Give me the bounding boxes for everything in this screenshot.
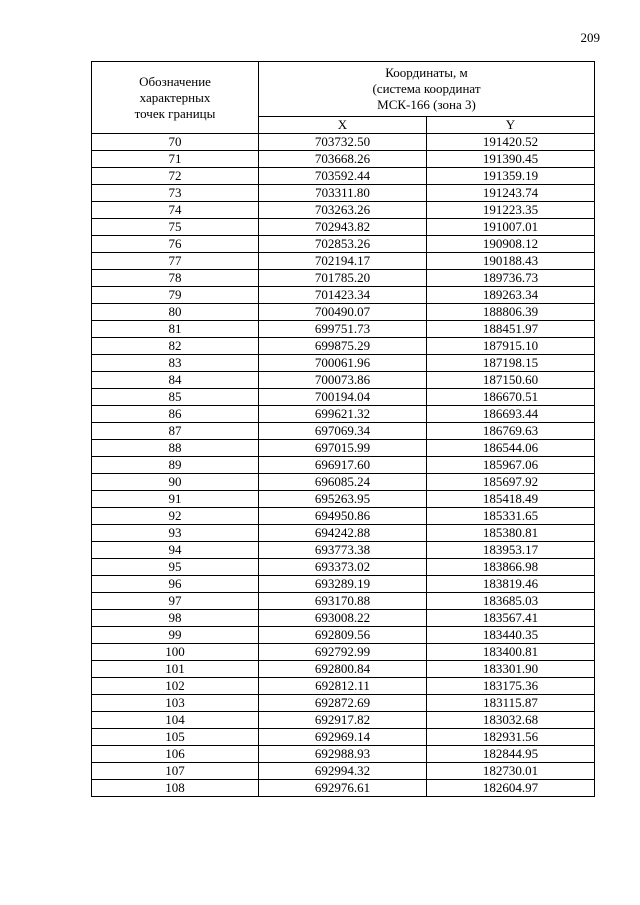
point-id-cell: 101 — [92, 661, 259, 678]
table-row — [92, 559, 595, 576]
point-id-cell: 70 — [92, 134, 259, 151]
x-coordinate-cell: 700073.86 — [259, 372, 427, 389]
point-id-cell: 82 — [92, 338, 259, 355]
x-coordinate-cell: 703311.80 — [259, 185, 427, 202]
point-id-cell: 93 — [92, 525, 259, 542]
point-id-cell: 83 — [92, 355, 259, 372]
y-coordinate-cell: 186670.51 — [427, 389, 595, 406]
point-id-cell: 104 — [92, 712, 259, 729]
point-id-cell: 76 — [92, 236, 259, 253]
table-row — [92, 457, 595, 474]
table-row — [92, 236, 595, 253]
point-id-cell: 87 — [92, 423, 259, 440]
table-row — [92, 712, 595, 729]
x-coordinate-cell: 696085.24 — [259, 474, 427, 491]
table-row — [92, 185, 595, 202]
y-coordinate-cell: 185331.65 — [427, 508, 595, 525]
y-coordinate-cell: 182730.01 — [427, 763, 595, 780]
y-coordinate-cell: 186544.06 — [427, 440, 595, 457]
point-id-cell: 94 — [92, 542, 259, 559]
point-label-line-3: точек границы — [134, 105, 216, 121]
x-coordinate-cell: 700194.04 — [259, 389, 427, 406]
point-id-cell: 84 — [92, 372, 259, 389]
y-coordinate-cell: 188806.39 — [427, 304, 595, 321]
table-row — [92, 134, 595, 151]
x-coordinate-cell: 694950.86 — [259, 508, 427, 525]
x-coordinate-cell: 703668.26 — [259, 151, 427, 168]
y-coordinate-cell: 183440.35 — [427, 627, 595, 644]
y-coordinate-cell: 185967.06 — [427, 457, 595, 474]
point-id-cell: 71 — [92, 151, 259, 168]
point-id-cell: 88 — [92, 440, 259, 457]
y-coordinate-cell: 191223.35 — [427, 202, 595, 219]
y-coordinate-cell: 186693.44 — [427, 406, 595, 423]
coordinates-header — [259, 62, 595, 117]
point-id-cell: 108 — [92, 780, 259, 797]
point-id-cell: 80 — [92, 304, 259, 321]
table-row — [92, 406, 595, 423]
table-row — [92, 304, 595, 321]
table-row — [92, 270, 595, 287]
point-id-cell: 90 — [92, 474, 259, 491]
table-row — [92, 695, 595, 712]
y-coordinate-cell: 190188.43 — [427, 253, 595, 270]
y-coordinate-cell: 191420.52 — [427, 134, 595, 151]
table-row — [92, 576, 595, 593]
point-id-cell: 106 — [92, 746, 259, 763]
table-row — [92, 678, 595, 695]
point-id-cell: 85 — [92, 389, 259, 406]
table-row — [92, 525, 595, 542]
y-coordinate-cell: 187915.10 — [427, 338, 595, 355]
x-coordinate-cell: 699875.29 — [259, 338, 427, 355]
y-coordinate-cell: 188451.97 — [427, 321, 595, 338]
table-row — [92, 491, 595, 508]
table-row — [92, 151, 595, 168]
table-row — [92, 508, 595, 525]
coordinates-table — [91, 61, 595, 797]
y-coordinate-cell: 183819.46 — [427, 576, 595, 593]
table-row — [92, 661, 595, 678]
page-number: 209 — [580, 30, 600, 45]
table-row — [92, 610, 595, 627]
point-id-cell: 86 — [92, 406, 259, 423]
y-column-header: Y — [427, 117, 595, 134]
table-row — [92, 746, 595, 763]
x-coordinate-cell: 699621.32 — [259, 406, 427, 423]
y-coordinate-cell: 191243.74 — [427, 185, 595, 202]
y-coordinate-cell: 183400.81 — [427, 644, 595, 661]
x-coordinate-cell: 692812.11 — [259, 678, 427, 695]
x-coordinate-cell: 692917.82 — [259, 712, 427, 729]
x-coordinate-cell: 695263.95 — [259, 491, 427, 508]
x-coordinate-cell: 694242.88 — [259, 525, 427, 542]
table-row — [92, 372, 595, 389]
x-coordinate-cell: 693170.88 — [259, 593, 427, 610]
table-row — [92, 253, 595, 270]
table-row — [92, 338, 595, 355]
point-id-cell: 92 — [92, 508, 259, 525]
point-id-cell: 96 — [92, 576, 259, 593]
table-row — [92, 287, 595, 304]
point-id-cell: 98 — [92, 610, 259, 627]
y-coordinate-cell: 185380.81 — [427, 525, 595, 542]
table-row — [92, 763, 595, 780]
x-column-header: X — [259, 117, 427, 134]
x-coordinate-cell: 693773.38 — [259, 542, 427, 559]
y-coordinate-cell: 183115.87 — [427, 695, 595, 712]
table-body — [92, 134, 595, 797]
point-label-line-2: характерных — [139, 89, 211, 105]
y-coordinate-cell: 183175.36 — [427, 678, 595, 695]
y-coordinate-cell: 189736.73 — [427, 270, 595, 287]
x-coordinate-cell: 697069.34 — [259, 423, 427, 440]
coordinates-line-3: МСК-166 (зона 3) — [377, 97, 476, 112]
point-id-cell: 100 — [92, 644, 259, 661]
table-row — [92, 321, 595, 338]
x-coordinate-cell: 692988.93 — [259, 746, 427, 763]
point-id-cell: 107 — [92, 763, 259, 780]
table-row — [92, 219, 595, 236]
point-id-cell: 78 — [92, 270, 259, 287]
x-coordinate-cell: 703592.44 — [259, 168, 427, 185]
y-coordinate-cell: 187150.60 — [427, 372, 595, 389]
point-id-cell: 81 — [92, 321, 259, 338]
x-coordinate-cell: 696917.60 — [259, 457, 427, 474]
x-coordinate-cell: 692792.99 — [259, 644, 427, 661]
table-row — [92, 542, 595, 559]
x-coordinate-cell: 692976.61 — [259, 780, 427, 797]
coordinates-line-2: (система координат — [372, 81, 481, 96]
point-id-cell: 77 — [92, 253, 259, 270]
y-coordinate-cell: 182604.97 — [427, 780, 595, 797]
table-row — [92, 202, 595, 219]
table-row — [92, 627, 595, 644]
point-label-line-1: Обозначение — [139, 73, 211, 89]
x-coordinate-cell: 699751.73 — [259, 321, 427, 338]
x-coordinate-cell: 692994.32 — [259, 763, 427, 780]
table-row — [92, 593, 595, 610]
y-coordinate-cell: 183866.98 — [427, 559, 595, 576]
x-coordinate-cell: 700061.96 — [259, 355, 427, 372]
y-coordinate-cell: 191359.19 — [427, 168, 595, 185]
y-coordinate-cell: 182844.95 — [427, 746, 595, 763]
y-coordinate-cell: 183301.90 — [427, 661, 595, 678]
point-id-cell: 99 — [92, 627, 259, 644]
table-row — [92, 780, 595, 797]
x-coordinate-cell: 692872.69 — [259, 695, 427, 712]
table-row — [92, 423, 595, 440]
point-id-cell: 79 — [92, 287, 259, 304]
y-coordinate-cell: 186769.63 — [427, 423, 595, 440]
point-id-cell: 91 — [92, 491, 259, 508]
table-header — [92, 62, 595, 134]
table-row — [92, 355, 595, 372]
y-coordinate-cell: 189263.34 — [427, 287, 595, 304]
y-coordinate-cell: 182931.56 — [427, 729, 595, 746]
x-coordinate-cell: 692809.56 — [259, 627, 427, 644]
table-row — [92, 440, 595, 457]
point-label-header — [92, 62, 259, 134]
y-coordinate-cell: 185418.49 — [427, 491, 595, 508]
x-coordinate-cell: 693008.22 — [259, 610, 427, 627]
point-id-cell: 75 — [92, 219, 259, 236]
point-id-cell: 97 — [92, 593, 259, 610]
table-row — [92, 389, 595, 406]
x-coordinate-cell: 702943.82 — [259, 219, 427, 236]
y-coordinate-cell: 183953.17 — [427, 542, 595, 559]
point-id-cell: 105 — [92, 729, 259, 746]
x-coordinate-cell: 692969.14 — [259, 729, 427, 746]
x-coordinate-cell: 693373.02 — [259, 559, 427, 576]
x-coordinate-cell: 700490.07 — [259, 304, 427, 321]
x-coordinate-cell: 701785.20 — [259, 270, 427, 287]
y-coordinate-cell: 187198.15 — [427, 355, 595, 372]
y-coordinate-cell: 183567.41 — [427, 610, 595, 627]
y-coordinate-cell: 185697.92 — [427, 474, 595, 491]
point-id-cell: 95 — [92, 559, 259, 576]
x-coordinate-cell: 702853.26 — [259, 236, 427, 253]
point-id-cell: 73 — [92, 185, 259, 202]
x-coordinate-cell: 697015.99 — [259, 440, 427, 457]
coordinates-line-1: Координаты, м — [385, 65, 468, 80]
y-coordinate-cell: 191007.01 — [427, 219, 595, 236]
table-row — [92, 168, 595, 185]
x-coordinate-cell: 702194.17 — [259, 253, 427, 270]
y-coordinate-cell: 183032.68 — [427, 712, 595, 729]
x-coordinate-cell: 692800.84 — [259, 661, 427, 678]
y-coordinate-cell: 191390.45 — [427, 151, 595, 168]
table-row — [92, 474, 595, 491]
point-id-cell: 103 — [92, 695, 259, 712]
point-id-cell: 74 — [92, 202, 259, 219]
x-coordinate-cell: 701423.34 — [259, 287, 427, 304]
point-id-cell: 72 — [92, 168, 259, 185]
point-id-cell: 102 — [92, 678, 259, 695]
y-coordinate-cell: 190908.12 — [427, 236, 595, 253]
x-coordinate-cell: 703263.26 — [259, 202, 427, 219]
table-row — [92, 729, 595, 746]
point-id-cell: 89 — [92, 457, 259, 474]
x-coordinate-cell: 703732.50 — [259, 134, 427, 151]
x-coordinate-cell: 693289.19 — [259, 576, 427, 593]
y-coordinate-cell: 183685.03 — [427, 593, 595, 610]
table-row — [92, 644, 595, 661]
